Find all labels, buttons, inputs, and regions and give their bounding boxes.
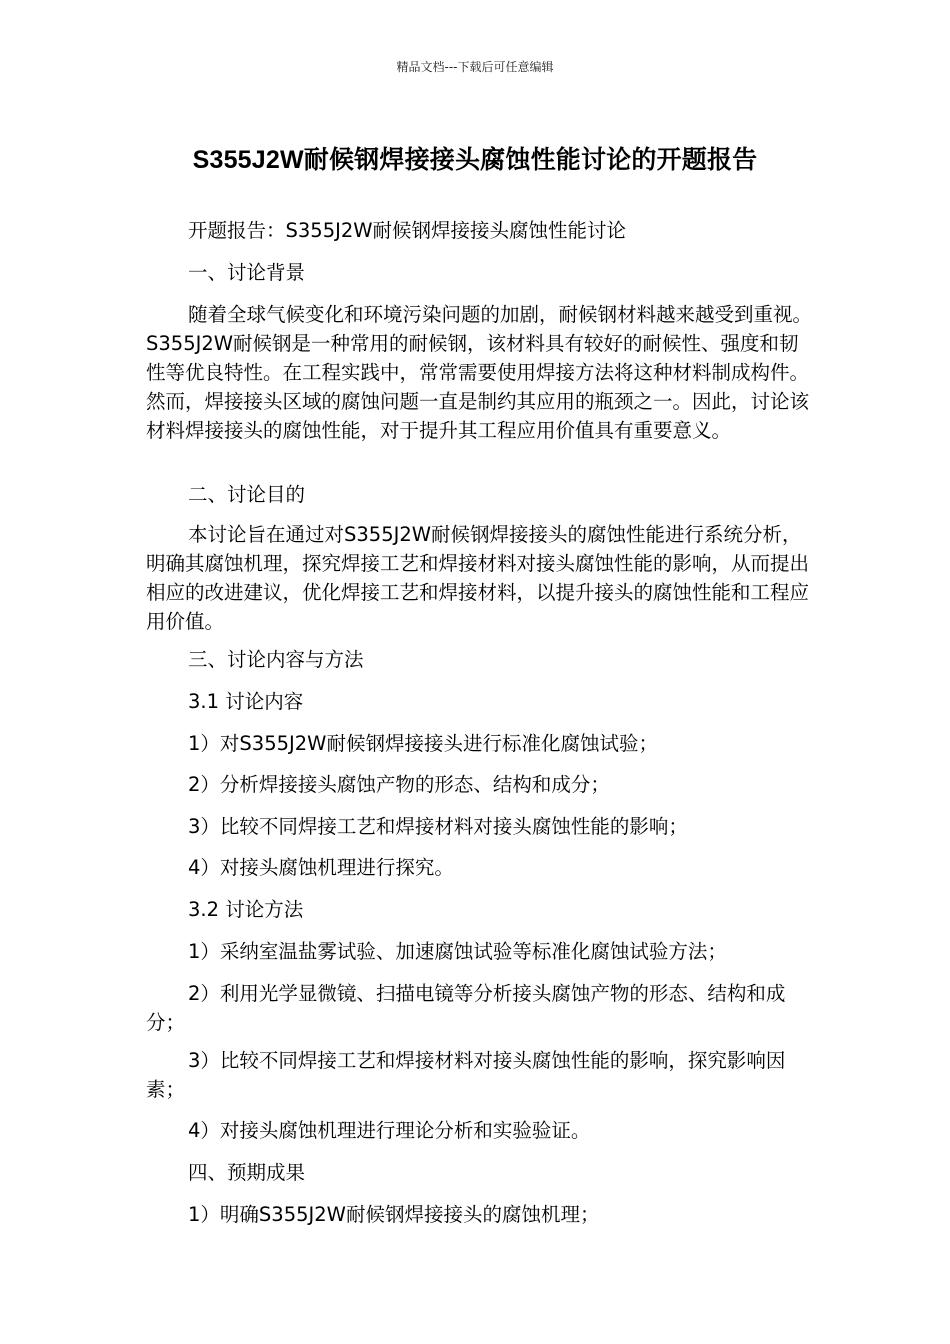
header-note: 精品文档---下载后可任意编辑: [396, 60, 554, 74]
section-heading-purpose: 二、讨论目的: [188, 483, 306, 506]
method-item-1: 1）采纳室温盐雾试验、加速腐蚀试验等标准化腐蚀试验方法；: [188, 940, 727, 963]
expected-result-item-1: 1）明确S355J2W耐候钢焊接接头的腐蚀机理；: [188, 1203, 600, 1226]
method-item-3: 3）比较不同焊接工艺和焊接材料对接头腐蚀性能的影响，探究影响因素；: [146, 1049, 786, 1101]
document-title: S355J2W耐候钢焊接接头腐蚀性能讨论的开题报告: [192, 146, 758, 174]
subsection-heading-method: 3.2 讨论方法: [188, 898, 304, 921]
background-paragraph: 随着全球气候变化和环境污染问题的加剧，耐候钢材料越来越受到重视。S355J2W耐候钢是一种常用的耐候钢，该材料具有较好的耐候性、强度和韧性等优良特性。在工程实践中，常常需要使用焊接方法将这种材料制成构件。然而，焊接接头区域的腐蚀问题一直是制约其应用的瓶颈之一。因此，讨论该材料焊接接头的腐蚀性能，对于提升其工程应用价值具有重要意义。: [146, 303, 813, 442]
section-heading-expected-results: 四、预期成果: [188, 1161, 306, 1184]
subsection-heading-content: 3.1 讨论内容: [188, 690, 304, 713]
report-subtitle: 开题报告：S355J2W耐候钢焊接接头腐蚀性能讨论: [188, 219, 627, 242]
section-heading-content-method: 三、讨论内容与方法: [188, 648, 364, 671]
content-item-4: 4）对接头腐蚀机理进行探究。: [188, 856, 454, 879]
section-heading-background: 一、讨论背景: [188, 261, 306, 284]
method-item-4: 4）对接头腐蚀机理进行理论分析和实验验证。: [188, 1119, 591, 1142]
method-item-2: 2）利用光学显微镜、扫描电镜等分析接头腐蚀产物的形态、结构和成分；: [146, 982, 786, 1034]
content-item-1: 1）对S355J2W耐候钢焊接接头进行标准化腐蚀试验；: [188, 732, 658, 755]
content-item-2: 2）分析焊接接头腐蚀产物的形态、结构和成分；: [188, 773, 610, 796]
purpose-paragraph: 本讨论旨在通过对S355J2W耐候钢焊接接头的腐蚀性能进行系统分析，明确其腐蚀机理，探究焊接工艺和焊接材料对接头腐蚀性能的影响，从而提出相应的改进建议，优化焊接工艺和焊接材料，以提升接头的腐蚀性能和工程应用价值。: [146, 523, 810, 633]
content-item-3: 3）比较不同焊接工艺和焊接材料对接头腐蚀性能的影响；: [188, 815, 688, 838]
